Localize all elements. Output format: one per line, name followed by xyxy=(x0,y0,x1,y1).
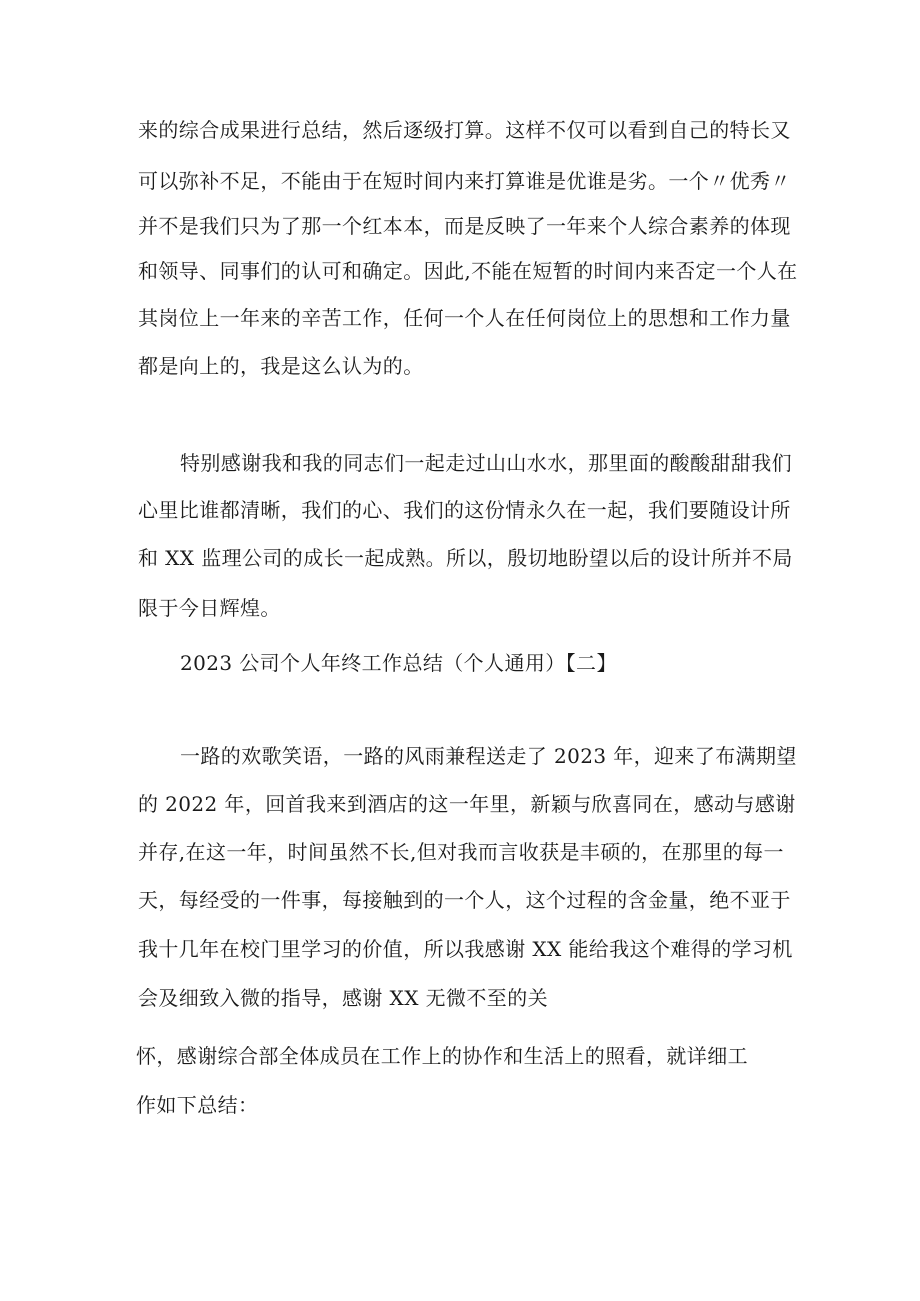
paragraph-line: 并不是我们只为了那一个红本本，而是反映了一年来个人综合素养的体现 xyxy=(138,214,791,238)
paragraph-line: 我十几年在校门里学习的价值，所以我感谢 XX 能给我这个难得的学习机 xyxy=(138,937,793,961)
paragraph-line: 可以弥补不足，不能由于在短时间内来打算谁是优谁是劣。一个〃优秀〃 xyxy=(138,169,791,193)
paragraph-line: 一路的欢歌笑语，一路的风雨兼程送走了 2023 年，迎来了布满期望 xyxy=(180,744,797,768)
paragraph-line: 和领导、同事们的认可和确定。因此,不能在短暂的时间内来否定一个人在 xyxy=(138,259,798,283)
paragraph-line: 来的综合成果进行总结，然后逐级打算。这样不仅可以看到自己的特长又 xyxy=(138,118,791,142)
paragraph-line: 作如下总结： xyxy=(136,1093,259,1117)
section-heading: 2023 公司个人年终工作总结（个人通用）【二】 xyxy=(180,651,617,675)
paragraph-line: 并存,在这一年，时间虽然不长,但对我而言收获是丰硕的，在那里的每一 xyxy=(138,840,784,864)
paragraph-line: 会及细致入微的指导，感谢 XX 无微不至的关 xyxy=(138,986,548,1010)
paragraph-line: 其岗位上一年来的辛苦工作，任何一个人在任何岗位上的思想和工作力量 xyxy=(138,306,791,330)
paragraph-line: 限于今日辉煌。 xyxy=(138,596,281,620)
paragraph-line: 怀，感谢综合部全体成员在工作上的协作和生活上的照看，就详细工 xyxy=(136,1044,748,1068)
paragraph-line: 心里比谁都清晰，我们的心、我们的这份情永久在一起，我们要随设计所 xyxy=(138,498,791,522)
paragraph-line: 都是向上的，我是这么认为的。 xyxy=(138,354,424,378)
paragraph-line: 天，每经受的一件事，每接触到的一个人，这个过程的含金量，绝不亚于 xyxy=(138,888,791,912)
paragraph-line: 特别感谢我和我的同志们一起走过山山水水，那里面的酸酸甜甜我们 xyxy=(180,451,792,475)
paragraph-line: 的 2022 年，回首我来到酒店的这一年里，新颖与欣喜同在，感动与感谢 xyxy=(138,792,796,816)
paragraph-line: 和 XX 监理公司的成长一起成熟。所以，殷切地盼望以后的设计所并不局 xyxy=(138,546,793,570)
